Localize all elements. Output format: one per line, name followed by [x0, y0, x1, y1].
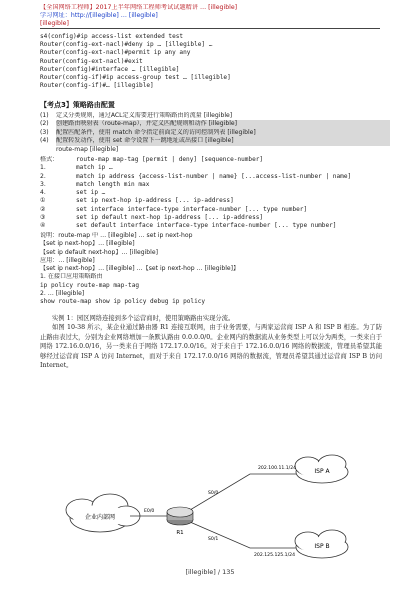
command-key: 3.	[40, 180, 46, 188]
cloud-shape	[66, 494, 140, 532]
step-number	[40, 146, 56, 154]
command-text: set ip …	[76, 189, 106, 197]
command-text: match ip address {access-list-number | name} [...access-list-number | name]	[76, 172, 352, 180]
code-line: Router(config)#interface … [illegible]	[40, 65, 180, 73]
cloud-label: 企业内部网	[84, 514, 116, 521]
step-item	[40, 137, 390, 145]
page-header	[40, 4, 390, 28]
step-text: 配置转发动作，使用 set 命令设置下一跳地址或出接口 [illegible]	[56, 137, 390, 145]
router-label: R1	[176, 530, 184, 536]
command-key: ③	[40, 214, 46, 222]
notes-block	[40, 232, 390, 307]
step-text: 配置匹配条件，使用 match 命令指定前面定义的访问控制列表 [illegible]	[56, 129, 390, 137]
note-line: 应用：… [illegible]	[40, 256, 95, 264]
step-text: route-map [illegible]	[56, 145, 119, 153]
step-item	[40, 120, 390, 128]
command-text: set ip default next-hop ip-address [... ip-address]	[76, 214, 264, 222]
header-line-3: [illegible]	[40, 20, 69, 27]
command-text: match ip …	[76, 164, 113, 172]
command-text: match length min max	[76, 180, 150, 188]
page-number: [illegible] / 135	[185, 568, 235, 576]
example-section	[40, 314, 382, 370]
command-row	[40, 206, 390, 214]
isp-a-ip: 202.100.11.1/24	[258, 466, 297, 471]
command-key: ②	[40, 205, 46, 213]
note-line: 1. 在接口应用策略路由	[40, 273, 103, 281]
code-line: s4(config)#ip access-list extended test	[40, 33, 184, 40]
syntax-text: route-map map-tag [permit | deny] [sequence-number]	[76, 156, 264, 163]
note-line: 【set ip next-hop】… [illegible] …【set ip next-hop … [illegible]】	[40, 265, 240, 273]
code-line: Router(config-ext-nacl)#permit ip any any	[40, 49, 191, 57]
step-item	[40, 129, 390, 137]
step-number: (3)	[40, 128, 49, 136]
command-row	[40, 173, 390, 181]
command-key: 4.	[40, 189, 46, 197]
note-line: 说明：route-map 中 … [illegible] … set ip next-hop	[40, 232, 193, 239]
command-row	[40, 189, 390, 197]
command-row	[40, 164, 390, 172]
note-line: ip policy route-map map-tag	[40, 281, 140, 289]
syntax-row	[40, 156, 390, 164]
code-line: Router(config-ext-nacl)#exit	[40, 57, 143, 65]
note-line: 2. … [illegible]	[40, 290, 85, 298]
config-steps	[40, 112, 390, 154]
command-list	[40, 156, 390, 231]
command-row	[40, 222, 390, 230]
interface-lan-label: E0/0	[144, 509, 155, 514]
note-line: show route-map show ip policy debug ip policy	[40, 298, 206, 306]
command-row	[40, 214, 390, 222]
step-item	[40, 112, 390, 120]
interface-a-label: S0/0	[208, 491, 219, 496]
interface-b-label: S0/1	[208, 537, 219, 542]
command-row	[40, 197, 390, 205]
code-line: Router(config-if)#… [illegible]	[40, 82, 154, 90]
step-item	[40, 146, 390, 154]
note-line: 【set ip next-hop】… [illegible]	[40, 240, 135, 248]
command-key: 1.	[40, 164, 46, 172]
step-text: 定义分类规则，通过ACL定义需要进行策略路由的流量 [illegible]	[56, 112, 233, 119]
isp-b-ip: 202.125.125.1/24	[254, 553, 296, 558]
step-text: 创建路由映射表（route-map），并定义匹配规则和动作 [illegible]	[56, 120, 390, 128]
step-number: (2)	[40, 120, 49, 128]
network-diagram	[40, 452, 380, 562]
header-rule	[40, 28, 380, 29]
command-key: ①	[40, 197, 46, 205]
command-text: set ip next-hop ip-address [... ip-address]	[76, 197, 234, 205]
router-icon	[167, 507, 193, 525]
isp-a-link	[190, 474, 296, 510]
code-block-top	[40, 33, 390, 90]
isp-b-label: ISP B	[314, 543, 330, 550]
command-text: set default interface interface-type interface-number [... type number]	[76, 222, 337, 230]
step-number: (4)	[40, 137, 49, 145]
section-title: 【考点3】策略路由配置	[40, 101, 115, 109]
command-key: ④	[40, 222, 46, 230]
header-line-1: 【全国网络工程师】2017上半年网络工程师考试试题精讲 … [illegible]	[40, 4, 238, 11]
header-line-2: 学习网址：http://[illegible] … [illegible]	[40, 12, 158, 19]
syntax-label: 格式：	[40, 156, 59, 163]
isp-b-link	[190, 522, 296, 548]
example-paragraph: 如图 10-38 所示，某企业通过路由器 R1 连接互联网，由于业务需要，与两家运营商 ISP A 和 ISP B 相连。为了防止路由表过大，分别为企业网络增加一条默认路由 0.0.0.0/0。企业网内的数据流从业务类型上可以分为两类，一类来自于网络 172.16.0.0/16，另一类来自于网络 172.17.0.0/16。对于来自于 172.16.0.0/16 网络的数据流，管理员希望其能够经过运营商 ISP A 访问 Internet，而对于来自 172.17.0.0/16 网络的数据流，管理员希望其通过运营商 ISP B 访问 Internet。	[40, 324, 382, 370]
code-line: Router(config-if)#ip access-group test … [illegible]	[40, 73, 231, 81]
command-text: set interface interface-type interface-number [... type number]	[76, 205, 308, 213]
example-title: 实例 1：园区网络连接到多个运营商时，使用策略路由实现分流。	[52, 315, 235, 322]
command-row	[40, 181, 390, 189]
isp-a-label: ISP A	[314, 468, 330, 475]
step-number: (1)	[40, 112, 49, 119]
note-line: 【set ip default next-hop】… [illegible]	[40, 248, 158, 256]
code-line: Router(config-ext-nacl)#deny ip … [illegible] …	[40, 41, 213, 49]
command-key: 2.	[40, 172, 46, 180]
